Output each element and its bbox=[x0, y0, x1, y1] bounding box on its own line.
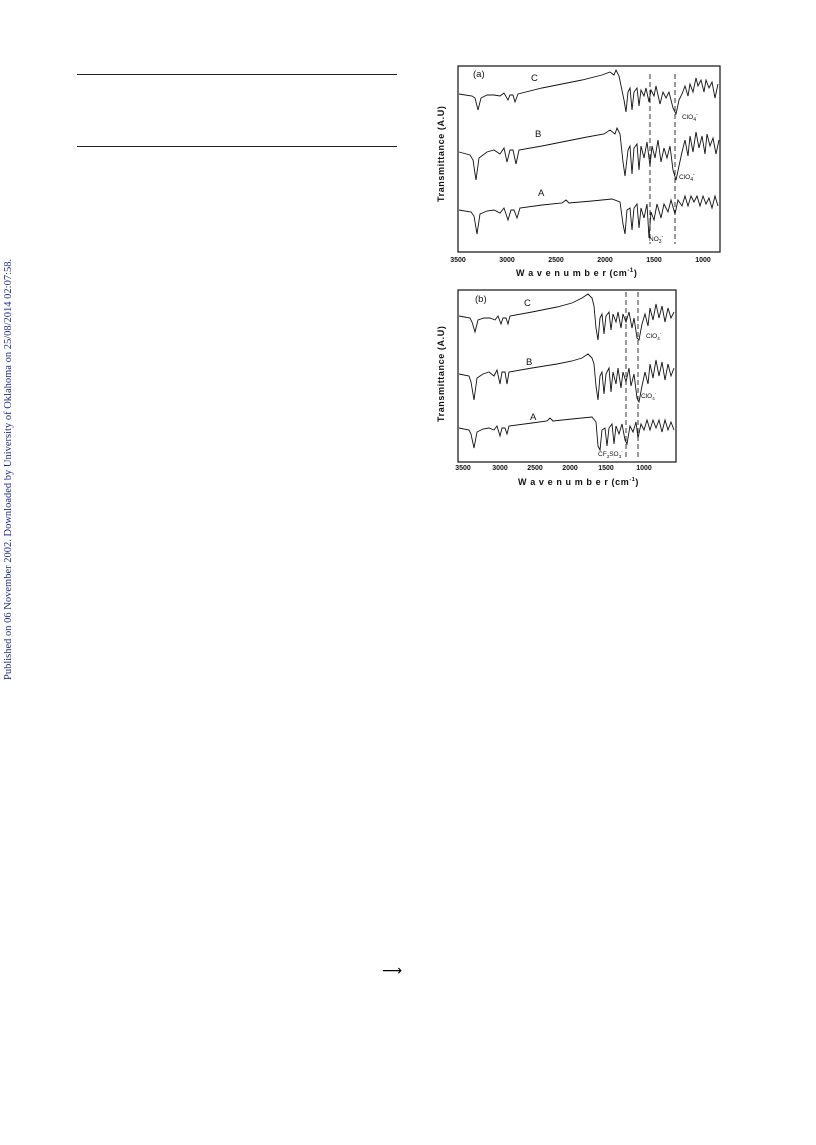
spectrum-trace-a bbox=[459, 417, 674, 450]
figure-b-svg bbox=[432, 288, 682, 492]
trace-label-a: A bbox=[538, 188, 545, 199]
tick-label: 2500 bbox=[527, 465, 543, 472]
x-ticks bbox=[455, 465, 652, 472]
y-axis-label: Transmittance (A.U) bbox=[436, 105, 446, 202]
tick-label: 1000 bbox=[695, 257, 711, 264]
spectrum-trace-b bbox=[459, 128, 719, 180]
annotation-clo4-lower: ClO$_4$- bbox=[641, 391, 657, 401]
tick-label: 2000 bbox=[562, 465, 578, 472]
x-axis-label: W a v e n u m b e r $(cm^{-1})$ bbox=[518, 477, 640, 487]
trace-label-b: B bbox=[526, 357, 533, 368]
tick-label: 3500 bbox=[455, 465, 471, 472]
x-ticks bbox=[450, 257, 711, 264]
spectrum-trace-c bbox=[459, 70, 718, 114]
tick-label: 3500 bbox=[450, 257, 466, 264]
bottom-rule bbox=[77, 146, 397, 147]
tick-label: 1500 bbox=[646, 257, 662, 264]
tick-label: 2500 bbox=[548, 257, 564, 264]
annotation-cf3so3: $CF_3SO_3^-$ bbox=[598, 449, 623, 459]
tick-label: 2000 bbox=[597, 257, 613, 264]
trace-label-a: A bbox=[530, 412, 537, 423]
tick-label: 1000 bbox=[636, 465, 652, 472]
spectrum-trace-c bbox=[459, 294, 674, 340]
tick-label: 3000 bbox=[492, 465, 508, 472]
x-axis-label: W a v e n u m b e r $(cm^{-1})$ bbox=[516, 268, 638, 278]
figure-a-svg bbox=[432, 62, 722, 282]
annotation-clo4-upper: ClO$_4$- bbox=[682, 112, 698, 123]
y-axis-label: Transmittance (A.U) bbox=[436, 325, 446, 422]
annotation-clo4-lower: ClO$_4$- bbox=[679, 172, 695, 183]
panel-label: (a) bbox=[473, 69, 485, 80]
figure-b bbox=[432, 288, 682, 492]
tick-label: 3000 bbox=[499, 257, 515, 264]
panel-label: (b) bbox=[475, 294, 487, 305]
trace-label-b: B bbox=[535, 129, 542, 140]
trace-label-c: C bbox=[531, 73, 538, 84]
spectrum-trace-a bbox=[459, 196, 718, 238]
annotation-clo4-upper: ClO$_4$- bbox=[646, 331, 662, 341]
figure-a bbox=[432, 62, 722, 282]
reaction-arrow: ⟶ bbox=[382, 963, 403, 979]
top-rule bbox=[77, 74, 397, 75]
tick-label: 1500 bbox=[598, 465, 614, 472]
annotation-no3: $NO_3^-$ bbox=[649, 234, 664, 245]
download-watermark: Published on 06 November 2002. Downloaded by University of Oklahoma on 25/08/2014 02:07:58. bbox=[3, 258, 14, 680]
frame bbox=[458, 290, 676, 462]
trace-label-c: C bbox=[524, 298, 531, 309]
